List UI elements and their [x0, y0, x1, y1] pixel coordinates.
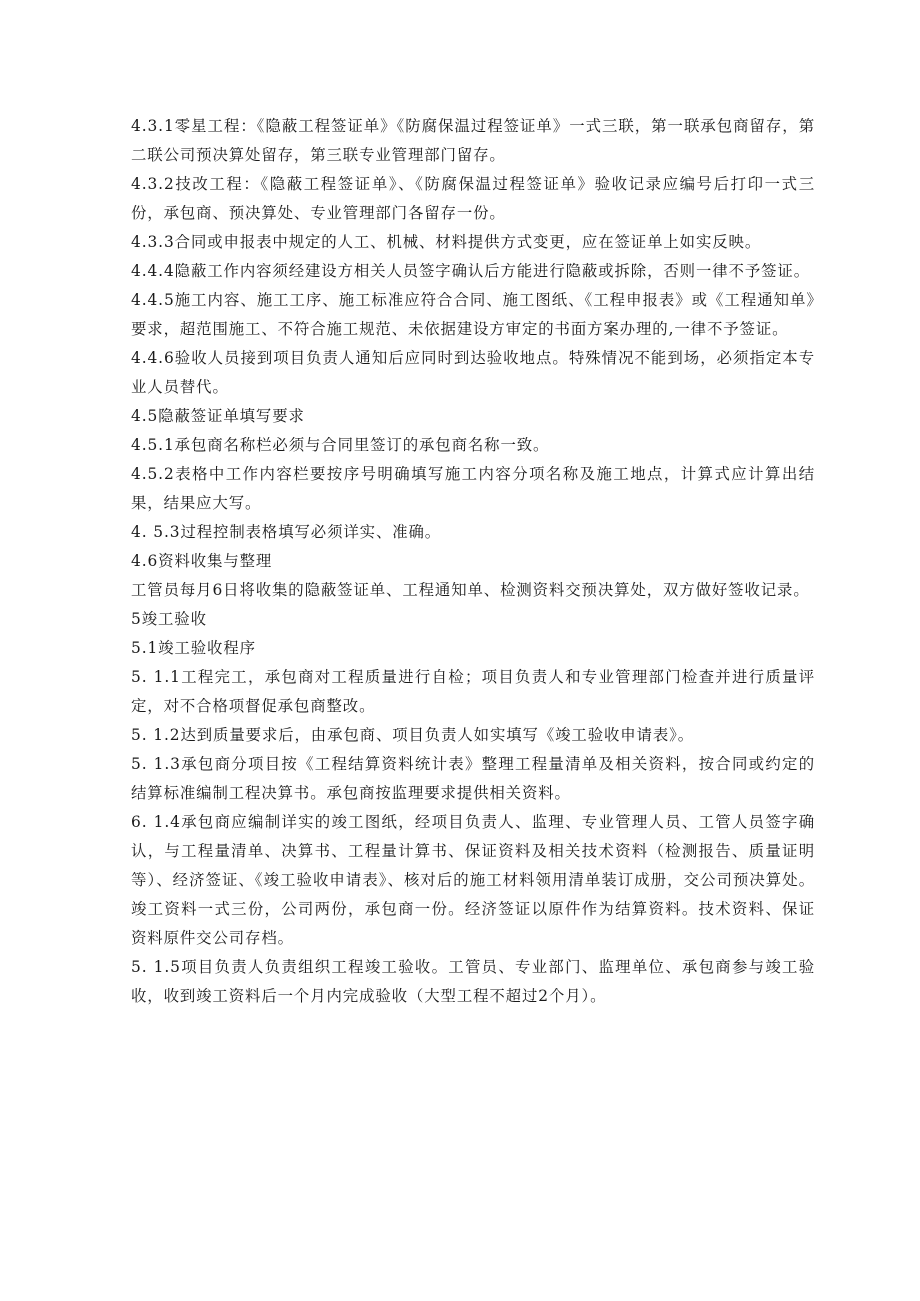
- paragraph-4-3-2: 4.3.2技改工程：《隐蔽工程签证单》、《防腐保温过程签证单》验收记录应编号后打印一式三份，承包商、预决算处、专业管理部门各留存一份。: [131, 175, 815, 222]
- chapter-heading-5: 5竣工验收: [131, 610, 207, 628]
- paragraph-5-1-3: 5. 1.3承包商分项目按《工程结算资料统计表》整理工程量清单及相关资料，按合同或约定的结算标准编制工程决算书。承包商按监理要求提供相关资料。: [131, 755, 815, 802]
- section-heading-5-1: 5.1竣工验收程序: [131, 639, 256, 657]
- paragraph-4-4-4: 4.4.4隐蔽工作内容须经建设方相关人员签字确认后方能进行隐蔽或拆除，否则一律不予签证。: [131, 262, 810, 280]
- paragraph-4-4-6: 4.4.6验收人员接到项目负责人通知后应同时到达验收地点。特殊情况不能到场，必须指定本专业人员替代。: [131, 349, 815, 396]
- document-body: [131, 112, 815, 1011]
- paragraph-4-5-2: 4.5.2表格中工作内容栏要按序号明确填写施工内容分项名称及施工地点，计算式应计算出结果，结果应大写。: [131, 465, 815, 512]
- paragraph-5-1-5: 5. 1.5项目负责人负责组织工程竣工验收。工管员、专业部门、监理单位、承包商参与竣工验收，收到竣工资料后一个月内完成验收（大型工程不超过2个月）。: [131, 958, 815, 1005]
- section-heading-4-6: 4.6资料收集与整理: [131, 552, 273, 570]
- paragraph-4-5-3: 4. 5.3过程控制表格填写必须详实、准确。: [131, 523, 442, 541]
- paragraph-5-1-2: 5. 1.2达到质量要求后，由承包商、项目负责人如实填写《竣工验收申请表》。: [131, 726, 695, 744]
- paragraph-5-1-1: 5. 1.1工程完工，承包商对工程质量进行自检；项目负责人和专业管理部门检查并进行质量评定，对不合格项督促承包商整改。: [131, 668, 815, 715]
- paragraph-4-3-1: 4.3.1零星工程：《隐蔽工程签证单》《防腐保温过程签证单》一式三联，第一联承包商留存，第二联公司预决算处留存，第三联专业管理部门留存。: [131, 117, 815, 164]
- paragraph-4-3-3: 4.3.3合同或申报表中规定的人工、机械、材料提供方式变更，应在签证单上如实反映。: [131, 233, 762, 251]
- section-heading-4-5: 4.5隐蔽签证单填写要求: [131, 407, 305, 425]
- paragraph-4-5-1: 4.5.1承包商名称栏必须与合同里签订的承包商名称一致。: [131, 436, 550, 454]
- paragraph-data-collection: 工管员每月6日将收集的隐蔽签证单、工程通知单、检测资料交预决算处，双方做好签收记录。: [131, 581, 810, 599]
- paragraph-4-4-5: 4.4.5施工内容、施工工序、施工标准应符合合同、施工图纸、《工程申报表》或《工程通知单》要求，超范围施工、不符合施工规范、未依据建设方审定的书面方案办理的,一律不予签证。: [131, 291, 815, 338]
- paragraph-6-1-4: 6. 1.4承包商应编制详实的竣工图纸，经项目负责人、监理、专业管理人员、工管人员签字确认，与工程量清单、决算书、工程量计算书、保证资料及相关技术资料（检测报告、质量证明等）、经济签证、《竣工验收申请表》、核对后的施工材料领用清单装订成册，交公司预决算处。竣工资料一式三份，公司两份，承包商一份。经济签证以原件作为结算资料。技术资料、保证资料原件交公司存档。: [131, 813, 815, 947]
